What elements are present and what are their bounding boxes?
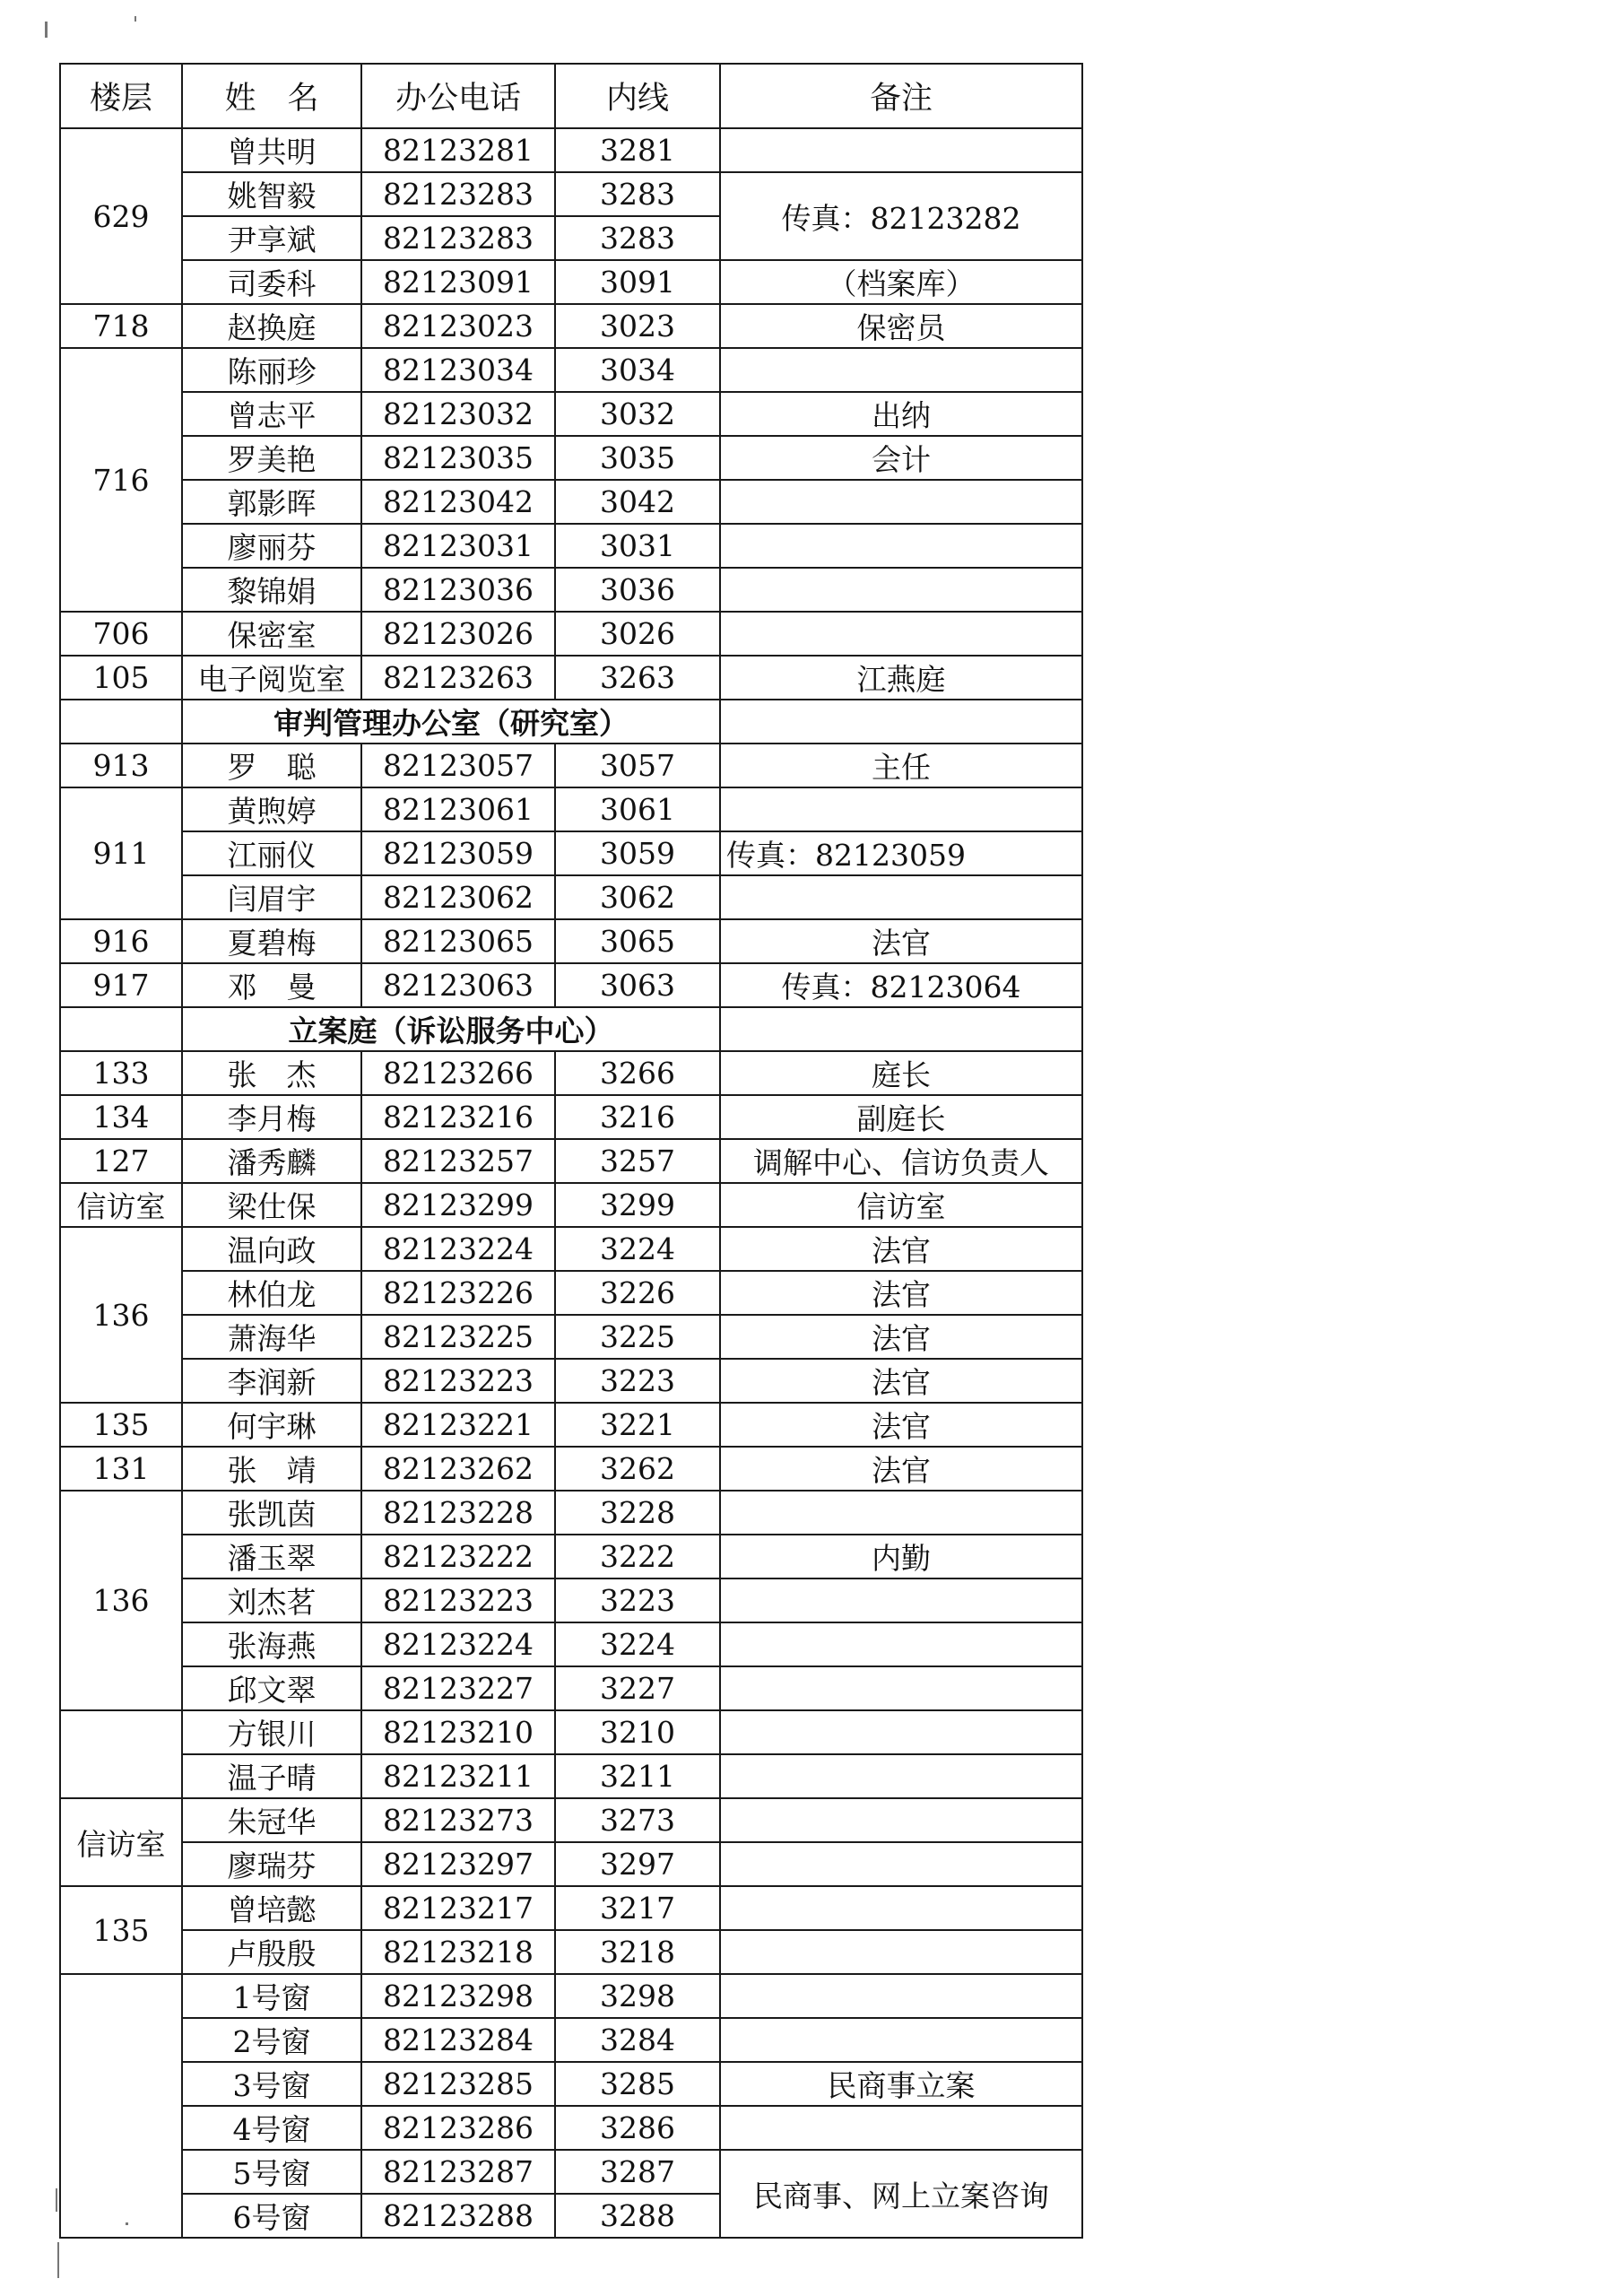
name-cell: 江丽仪 xyxy=(182,831,361,875)
name-cell: 李月梅 xyxy=(182,1095,361,1139)
note-cell: 庭长 xyxy=(720,1051,1082,1095)
phone-cell: 82123034 xyxy=(361,348,555,392)
table-row xyxy=(60,1974,1082,2018)
table-row xyxy=(60,524,1082,568)
table-row xyxy=(60,348,1082,392)
note-cell: 法官 xyxy=(720,919,1082,963)
name-cell: 廖瑞芬 xyxy=(182,1842,361,1886)
name-cell: 黎锦娟 xyxy=(182,568,361,612)
extension-cell: 3223 xyxy=(555,1578,720,1622)
scan-mark xyxy=(57,2242,59,2278)
phone-cell: 82123299 xyxy=(361,1183,555,1227)
table-row xyxy=(60,1491,1082,1535)
floor-cell: 136 xyxy=(60,1491,182,1710)
extension-cell: 3216 xyxy=(555,1095,720,1139)
name-cell: 赵换庭 xyxy=(182,304,361,348)
extension-cell: 3262 xyxy=(555,1447,720,1491)
name-cell: 李润新 xyxy=(182,1359,361,1403)
note-cell xyxy=(720,480,1082,524)
table-row xyxy=(60,612,1082,656)
header-floor: 楼层 xyxy=(60,64,182,128)
header-note: 备注 xyxy=(720,64,1082,128)
floor-cell: 133 xyxy=(60,1051,182,1095)
table-row xyxy=(60,1095,1082,1139)
phone-cell: 82123262 xyxy=(361,1447,555,1491)
phone-cell: 82123285 xyxy=(361,2062,555,2106)
extension-cell: 3226 xyxy=(555,1271,720,1315)
phone-cell: 82123226 xyxy=(361,1271,555,1315)
table-row xyxy=(60,1051,1082,1095)
table-row xyxy=(60,1622,1082,1666)
note-cell: 民商事立案 xyxy=(720,2062,1082,2106)
phone-cell: 82123059 xyxy=(361,831,555,875)
extension-cell: 3059 xyxy=(555,831,720,875)
table-row xyxy=(60,480,1082,524)
table-row xyxy=(60,875,1082,919)
name-cell: 邓 曼 xyxy=(182,963,361,1007)
name-cell: 曾志平 xyxy=(182,392,361,436)
phone-cell: 82123222 xyxy=(361,1535,555,1578)
note-cell xyxy=(720,2018,1082,2062)
name-cell: 萧海华 xyxy=(182,1315,361,1359)
table-row xyxy=(60,831,1082,875)
table-row xyxy=(60,1227,1082,1271)
floor-cell: 135 xyxy=(60,1886,182,1974)
header-extension: 内线 xyxy=(555,64,720,128)
extension-cell: 3283 xyxy=(555,172,720,216)
phone-cell: 82123284 xyxy=(361,2018,555,2062)
floor-cell xyxy=(60,700,182,744)
phone-cell: 82123224 xyxy=(361,1622,555,1666)
extension-cell: 3288 xyxy=(555,2194,720,2238)
phone-cell: 82123057 xyxy=(361,744,555,787)
note-cell: 主任 xyxy=(720,744,1082,787)
table-row xyxy=(60,304,1082,348)
phone-cell: 82123283 xyxy=(361,216,555,260)
name-cell: 闫眉宇 xyxy=(182,875,361,919)
note-cell: 法官 xyxy=(720,1315,1082,1359)
name-cell: 方银川 xyxy=(182,1710,361,1754)
floor-cell: 716 xyxy=(60,348,182,612)
name-cell: 1号窗 xyxy=(182,1974,361,2018)
phone-cell: 82123297 xyxy=(361,1842,555,1886)
floor-cell: 706 xyxy=(60,612,182,656)
phone-directory-table xyxy=(59,63,1083,2239)
section-title: 立案庭（诉讼服务中心） xyxy=(182,1007,720,1051)
phone-cell: 82123061 xyxy=(361,787,555,831)
extension-cell: 3211 xyxy=(555,1754,720,1798)
extension-cell: 3223 xyxy=(555,1359,720,1403)
table-row xyxy=(60,1710,1082,1754)
name-cell: 朱冠华 xyxy=(182,1798,361,1842)
note-cell: 法官 xyxy=(720,1447,1082,1491)
note-cell: 调解中心、信访负责人 xyxy=(720,1139,1082,1183)
table-row xyxy=(60,1798,1082,1842)
extension-cell: 3063 xyxy=(555,963,720,1007)
table-row xyxy=(60,436,1082,480)
extension-cell: 3225 xyxy=(555,1315,720,1359)
name-cell: 曾培懿 xyxy=(182,1886,361,1930)
header-name: 姓 名 xyxy=(182,64,361,128)
table-row xyxy=(60,1578,1082,1622)
table-row xyxy=(60,1271,1082,1315)
name-cell: 邱文翠 xyxy=(182,1666,361,1710)
table-row xyxy=(60,128,1082,172)
note-cell xyxy=(720,1578,1082,1622)
note-cell: 传真：82123282 xyxy=(720,172,1082,260)
name-cell: 何宇琳 xyxy=(182,1403,361,1447)
table-row xyxy=(60,963,1082,1007)
name-cell: 罗 聪 xyxy=(182,744,361,787)
name-cell: 2号窗 xyxy=(182,2018,361,2062)
note-cell xyxy=(720,524,1082,568)
name-cell: 林伯龙 xyxy=(182,1271,361,1315)
phone-cell: 82123023 xyxy=(361,304,555,348)
extension-cell: 3284 xyxy=(555,2018,720,2062)
name-cell: 4号窗 xyxy=(182,2106,361,2150)
name-cell: 姚智毅 xyxy=(182,172,361,216)
table-row xyxy=(60,1666,1082,1710)
note-cell: 信访室 xyxy=(720,1183,1082,1227)
table-row xyxy=(60,1403,1082,1447)
extension-cell: 3273 xyxy=(555,1798,720,1842)
extension-cell: 3036 xyxy=(555,568,720,612)
note-cell xyxy=(720,612,1082,656)
name-cell: 司委科 xyxy=(182,260,361,304)
phone-cell: 82123227 xyxy=(361,1666,555,1710)
note-cell xyxy=(720,2106,1082,2150)
floor-cell: 913 xyxy=(60,744,182,787)
note-cell xyxy=(720,1754,1082,1798)
extension-cell: 3298 xyxy=(555,1974,720,2018)
phone-cell: 82123221 xyxy=(361,1403,555,1447)
extension-cell: 3299 xyxy=(555,1183,720,1227)
name-cell: 罗美艳 xyxy=(182,436,361,480)
phone-cell: 82123223 xyxy=(361,1578,555,1622)
extension-cell: 3287 xyxy=(555,2150,720,2194)
extension-cell: 3210 xyxy=(555,1710,720,1754)
extension-cell: 3061 xyxy=(555,787,720,831)
floor-cell xyxy=(60,1710,182,1798)
phone-cell: 82123225 xyxy=(361,1315,555,1359)
name-cell: 张 靖 xyxy=(182,1447,361,1491)
name-cell: 刘杰茗 xyxy=(182,1578,361,1622)
extension-cell: 3218 xyxy=(555,1930,720,1974)
extension-cell: 3034 xyxy=(555,348,720,392)
scan-mark xyxy=(135,16,136,22)
phone-cell: 82123035 xyxy=(361,436,555,480)
name-cell: 陈丽珍 xyxy=(182,348,361,392)
section-row xyxy=(60,700,1082,744)
name-cell: 黄煦婷 xyxy=(182,787,361,831)
extension-cell: 3286 xyxy=(555,2106,720,2150)
scan-mark xyxy=(56,2188,57,2212)
note-cell xyxy=(720,1666,1082,1710)
extension-cell: 3062 xyxy=(555,875,720,919)
phone-cell: 82123062 xyxy=(361,875,555,919)
note-cell: 法官 xyxy=(720,1359,1082,1403)
note-cell xyxy=(720,787,1082,831)
table-row xyxy=(60,1754,1082,1798)
floor-cell: 136 xyxy=(60,1227,182,1403)
table-row xyxy=(60,1886,1082,1930)
table-row xyxy=(60,2106,1082,2150)
floor-cell: 911 xyxy=(60,787,182,919)
extension-cell: 3297 xyxy=(555,1842,720,1886)
table-row xyxy=(60,172,1082,216)
note-cell xyxy=(720,348,1082,392)
phone-cell: 82123211 xyxy=(361,1754,555,1798)
extension-cell: 3057 xyxy=(555,744,720,787)
note-cell xyxy=(720,1622,1082,1666)
table-row xyxy=(60,568,1082,612)
table-row xyxy=(60,744,1082,787)
phone-cell: 82123223 xyxy=(361,1359,555,1403)
floor-cell: 629 xyxy=(60,128,182,304)
extension-cell: 3032 xyxy=(555,392,720,436)
phone-cell: 82123263 xyxy=(361,656,555,700)
extension-cell: 3263 xyxy=(555,656,720,700)
phone-cell: 82123217 xyxy=(361,1886,555,1930)
extension-cell: 3281 xyxy=(555,128,720,172)
phone-cell: 82123281 xyxy=(361,128,555,172)
section-row xyxy=(60,1007,1082,1051)
extension-cell: 3026 xyxy=(555,612,720,656)
phone-cell: 82123216 xyxy=(361,1095,555,1139)
phone-cell: 82123065 xyxy=(361,919,555,963)
extension-cell: 3285 xyxy=(555,2062,720,2106)
extension-cell: 3224 xyxy=(555,1622,720,1666)
floor-cell: 916 xyxy=(60,919,182,963)
phone-cell: 82123288 xyxy=(361,2194,555,2238)
floor-cell: 718 xyxy=(60,304,182,348)
name-cell: 尹享斌 xyxy=(182,216,361,260)
phone-cell: 82123210 xyxy=(361,1710,555,1754)
table-row xyxy=(60,260,1082,304)
note-cell: 出纳 xyxy=(720,392,1082,436)
table-row xyxy=(60,787,1082,831)
table-row xyxy=(60,2150,1082,2194)
note-cell: 会计 xyxy=(720,436,1082,480)
note-cell xyxy=(720,1710,1082,1754)
note-cell: 法官 xyxy=(720,1271,1082,1315)
note-cell xyxy=(720,1930,1082,1974)
header-row xyxy=(60,64,1082,128)
floor-cell: 917 xyxy=(60,963,182,1007)
name-cell: 郭影晖 xyxy=(182,480,361,524)
table-row xyxy=(60,1535,1082,1578)
table-row xyxy=(60,392,1082,436)
table-row xyxy=(60,656,1082,700)
note-cell: 民商事、网上立案咨询 xyxy=(720,2150,1082,2238)
header-phone: 办公电话 xyxy=(361,64,555,128)
table-row xyxy=(60,1315,1082,1359)
extension-cell: 3228 xyxy=(555,1491,720,1535)
phone-cell: 82123266 xyxy=(361,1051,555,1095)
name-cell: 保密室 xyxy=(182,612,361,656)
table-row xyxy=(60,1447,1082,1491)
name-cell: 6号窗 xyxy=(182,2194,361,2238)
note-cell: （档案库） xyxy=(720,260,1082,304)
phone-cell: 82123063 xyxy=(361,963,555,1007)
note-cell xyxy=(720,568,1082,612)
note-cell xyxy=(720,1974,1082,2018)
table-row xyxy=(60,1359,1082,1403)
extension-cell: 3257 xyxy=(555,1139,720,1183)
table-row xyxy=(60,919,1082,963)
scan-mark xyxy=(45,22,48,38)
extension-cell: 3227 xyxy=(555,1666,720,1710)
note-cell xyxy=(720,875,1082,919)
table-row xyxy=(60,2018,1082,2062)
note-cell: 传真：82123064 xyxy=(720,963,1082,1007)
note-cell xyxy=(720,1007,1082,1051)
floor-cell: 134 xyxy=(60,1095,182,1139)
phone-cell: 82123091 xyxy=(361,260,555,304)
name-cell: 夏碧梅 xyxy=(182,919,361,963)
extension-cell: 3031 xyxy=(555,524,720,568)
extension-cell: 3217 xyxy=(555,1886,720,1930)
name-cell: 卢殷殷 xyxy=(182,1930,361,1974)
phone-cell: 82123036 xyxy=(361,568,555,612)
phone-cell: 82123032 xyxy=(361,392,555,436)
name-cell: 曾共明 xyxy=(182,128,361,172)
name-cell: 潘玉翠 xyxy=(182,1535,361,1578)
extension-cell: 3091 xyxy=(555,260,720,304)
floor-cell xyxy=(60,1974,182,2238)
phone-cell: 82123042 xyxy=(361,480,555,524)
table-row xyxy=(60,1139,1082,1183)
name-cell: 廖丽芬 xyxy=(182,524,361,568)
phone-cell: 82123228 xyxy=(361,1491,555,1535)
note-cell: 副庭长 xyxy=(720,1095,1082,1139)
section-title: 审判管理办公室（研究室） xyxy=(182,700,720,744)
note-cell xyxy=(720,1842,1082,1886)
phone-cell: 82123218 xyxy=(361,1930,555,1974)
note-cell: 传真：82123059 xyxy=(720,831,1082,875)
extension-cell: 3266 xyxy=(555,1051,720,1095)
name-cell: 温向政 xyxy=(182,1227,361,1271)
table-row xyxy=(60,2062,1082,2106)
name-cell: 张海燕 xyxy=(182,1622,361,1666)
floor-cell: 127 xyxy=(60,1139,182,1183)
note-cell xyxy=(720,128,1082,172)
extension-cell: 3224 xyxy=(555,1227,720,1271)
phone-cell: 82123026 xyxy=(361,612,555,656)
note-cell: 内勤 xyxy=(720,1535,1082,1578)
name-cell: 温子晴 xyxy=(182,1754,361,1798)
phone-cell: 82123286 xyxy=(361,2106,555,2150)
table-row xyxy=(60,1842,1082,1886)
floor-cell: 信访室 xyxy=(60,1798,182,1886)
name-cell: 梁仕保 xyxy=(182,1183,361,1227)
phone-cell: 82123298 xyxy=(361,1974,555,2018)
phone-cell: 82123283 xyxy=(361,172,555,216)
phone-cell: 82123257 xyxy=(361,1139,555,1183)
extension-cell: 3042 xyxy=(555,480,720,524)
note-cell xyxy=(720,1798,1082,1842)
note-cell: 法官 xyxy=(720,1403,1082,1447)
name-cell: 电子阅览室 xyxy=(182,656,361,700)
name-cell: 潘秀麟 xyxy=(182,1139,361,1183)
floor-cell xyxy=(60,1007,182,1051)
name-cell: 张凯茵 xyxy=(182,1491,361,1535)
floor-cell: 105 xyxy=(60,656,182,700)
note-cell xyxy=(720,1886,1082,1930)
phone-cell: 82123273 xyxy=(361,1798,555,1842)
phone-cell: 82123224 xyxy=(361,1227,555,1271)
floor-cell: 131 xyxy=(60,1447,182,1491)
extension-cell: 3222 xyxy=(555,1535,720,1578)
note-cell xyxy=(720,1491,1082,1535)
extension-cell: 3283 xyxy=(555,216,720,260)
name-cell: 张 杰 xyxy=(182,1051,361,1095)
extension-cell: 3023 xyxy=(555,304,720,348)
extension-cell: 3035 xyxy=(555,436,720,480)
extension-cell: 3221 xyxy=(555,1403,720,1447)
extension-cell: 3065 xyxy=(555,919,720,963)
table-row xyxy=(60,1930,1082,1974)
note-cell: 保密员 xyxy=(720,304,1082,348)
floor-cell: 信访室 xyxy=(60,1183,182,1227)
phone-cell: 82123031 xyxy=(361,524,555,568)
table-row xyxy=(60,1183,1082,1227)
note-cell: 法官 xyxy=(720,1227,1082,1271)
floor-cell: 135 xyxy=(60,1403,182,1447)
phone-cell: 82123287 xyxy=(361,2150,555,2194)
note-cell: 江燕庭 xyxy=(720,656,1082,700)
name-cell: 5号窗 xyxy=(182,2150,361,2194)
name-cell: 3号窗 xyxy=(182,2062,361,2106)
note-cell xyxy=(720,700,1082,744)
